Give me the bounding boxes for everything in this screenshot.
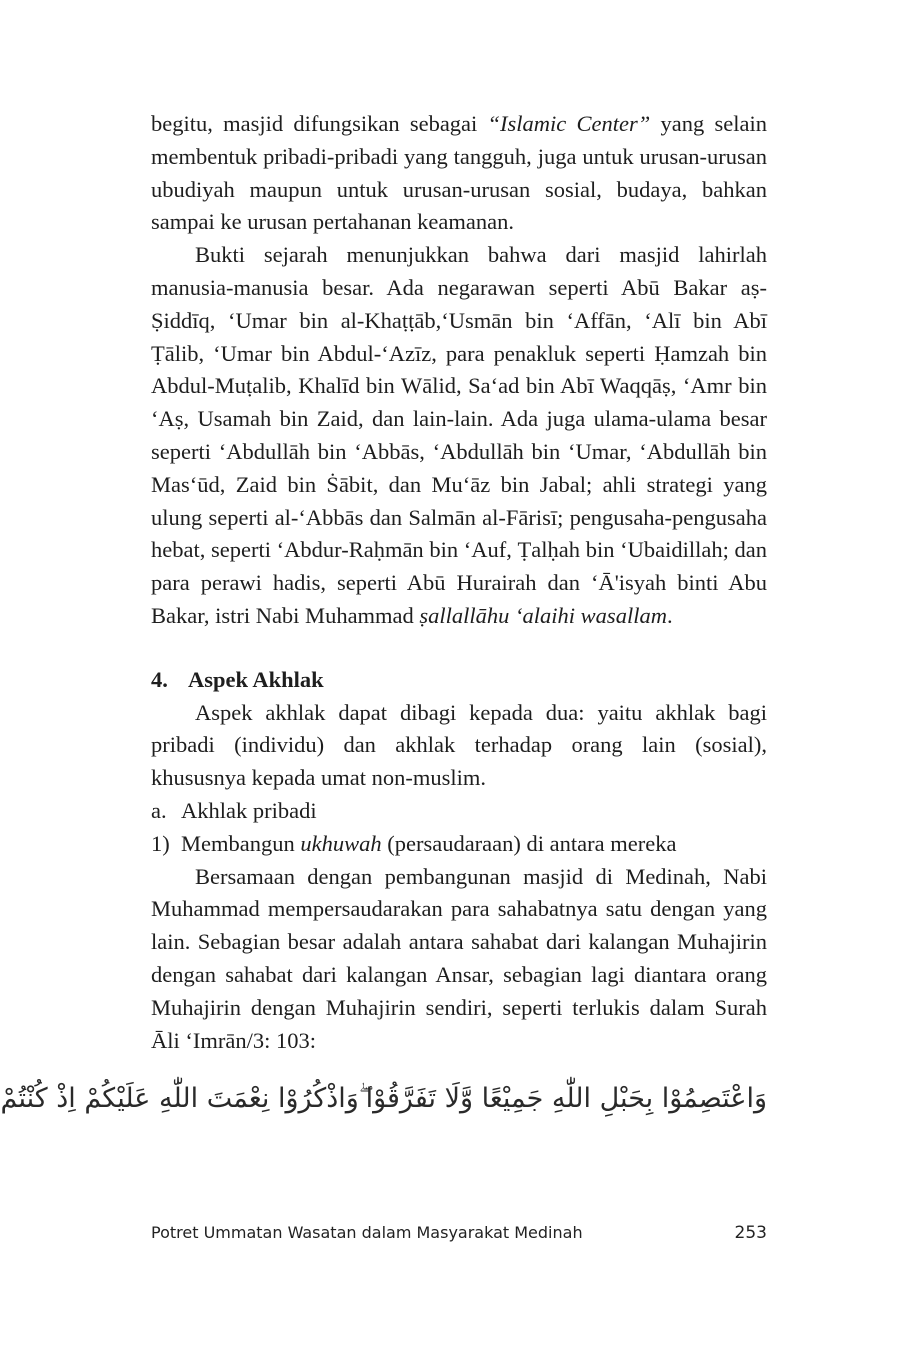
list-item-label: Akhlak pribadi xyxy=(181,797,317,823)
section-heading xyxy=(151,664,767,697)
page-body xyxy=(0,108,767,1129)
footer-book-title: Potret Ummatan Wasatan dalam Masyarakat Medinah xyxy=(151,1223,583,1242)
list-item-1 xyxy=(151,828,767,861)
paragraph-text: yang selain membentuk pribadi-pribadi yang tangguh, juga untuk urusan-urusan ubudiyah maupun untuk urusan-urusan sosial, budaya, bahkan sampai ke urusan pertahanan keamanan. xyxy=(151,111,767,235)
italic-term: ṣallallāhu ‘alaihi wasallam xyxy=(419,602,667,628)
list-marker: a. xyxy=(151,797,167,823)
paragraph-text: Bukti sejarah menunjukkan bahwa dari masjid lahirlah manusia-manusia besar. Ada negarawan seperti Abū Bakar aṣ-Ṣiddīq, ‘Umar bin al-Khaṭṭāb,‘Usmān bin ‘Affān, ‘Alī bin Abī Ṭālib, ‘Umar bin Abdul-‘Azīz, para penakluk seperti Ḥamzah bin Abdul-Muṭalib, Khalīd bin Wālid, Sa‘ad bin Abī Waqqāṣ, ‘Amr bin ‘Aṣ, Usamah bin Zaid, dan lain-lain. Ada juga ulama-ulama besar seperti ‘Abdullāh bin ‘Abbās, ‘Abdullāh bin ‘Umar, ‘Abdullāh bin Mas‘ūd, Zaid bin Ṡābit, dan Mu‘āz bin Jabal; ahli strategi yang ulung seperti al-‘Abbās dan Salmān al-Fārisī; pengusaha-pengusaha hebat, seperti ‘Abdur-Raḥmān bin ‘Auf, Ṭalḥah bin ‘Ubaidillah; dan para perawi hadis, seperti Abū Hurairah dan ‘Ā'isyah binti Abu Bakar, istri Nabi Muhammad xyxy=(151,242,767,628)
paragraph-text: . xyxy=(666,602,673,628)
paragraph-text: begitu, masjid difungsikan sebagai xyxy=(151,111,488,136)
paragraph-history xyxy=(151,239,767,633)
quran-verse: وَاعْتَصِمُوْا بِحَبْلِ اللّٰهِ جَمِيْعًا وَّلَا تَفَرَّقُوْا ۖوَاذْكُرُوْا نِعْمَتَ اللّٰهِ عَلَيْكُمْ اِذْ كُنْتُمْ xyxy=(0,1083,767,1115)
list-item-label xyxy=(181,828,676,861)
list-item-text: (persaudaraan) di antara mereka xyxy=(381,830,677,856)
italic-term: “Islamic Center” xyxy=(487,111,651,136)
list-item-text: Membangun xyxy=(181,830,301,856)
section-number: 4. xyxy=(151,666,168,692)
section-title: Aspek Akhlak xyxy=(188,666,324,692)
list-item-a xyxy=(151,795,767,828)
paragraph-brotherhood: Bersamaan dengan pembangunan masjid di Medinah, Nabi Muhammad mempersaudarakan para sahabatnya satu dengan yang lain. Sebagian besar adalah antara sahabat dari kalangan Muhajirin dengan sahabat dari kalangan Ansar, sebagian lagi diantara orang Muhajirin dengan Muhajirin sendiri, seperti terlukis dalam Surah Āli ‘Imrān/3: 103: xyxy=(151,863,767,1053)
page-footer xyxy=(151,1223,767,1243)
list-marker: 1) xyxy=(151,830,170,856)
paragraph-islamic-center xyxy=(151,108,767,239)
page-number: 253 xyxy=(734,1223,767,1243)
paragraph-akhlak: Aspek akhlak dapat dibagi kepada dua: yaitu akhlak bagi pribadi (individu) dan akhlak terhadap orang lain (sosial), khususnya kepada umat non-muslim. xyxy=(151,699,767,791)
italic-term: ukhuwah xyxy=(300,830,382,856)
